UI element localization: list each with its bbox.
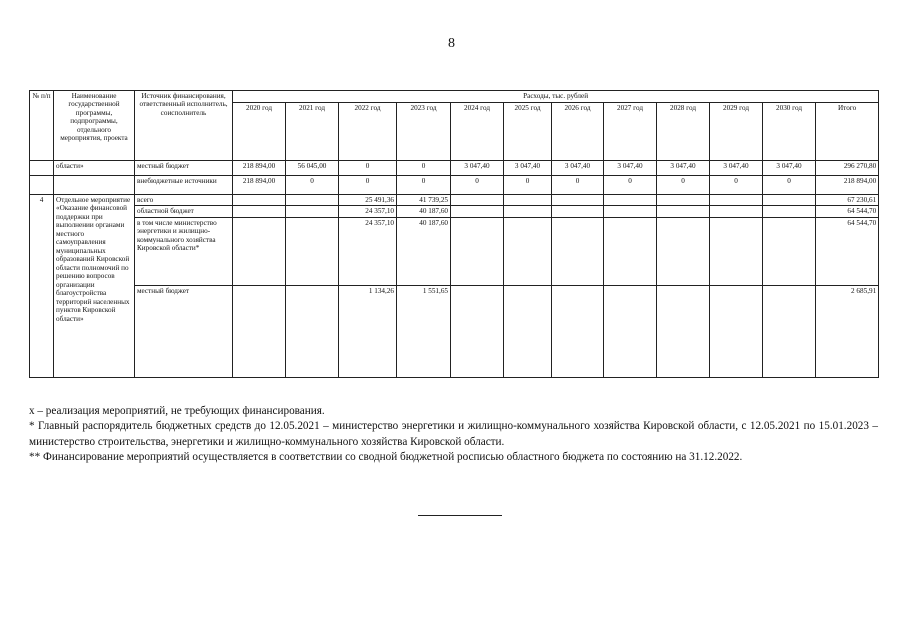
row-value [763,206,816,217]
row-total: 67 230,61 [816,195,879,206]
header-year: 2025 год [504,103,552,161]
row-source: областной бюджет [135,206,233,217]
row-value: 3 047,40 [763,161,816,176]
row-total: 64 544,70 [816,206,879,217]
row-value [504,285,552,377]
row-value: 0 [710,176,763,195]
row-total: 2 685,91 [816,285,879,377]
row-source: местный бюджет [135,161,233,176]
row-value: 3 047,40 [451,161,504,176]
footnote-double-star: ** Финансирование мероприятий осуществляется в соответствии со сводной бюджетной росписью областного бюджета по состоянию на 31.12.2022. [29,451,743,464]
row-value [763,285,816,377]
footnotes [29,404,878,466]
row-value [552,285,604,377]
row-value [286,206,339,217]
row-value: 41 739,25 [397,195,451,206]
row-value: 1 551,65 [397,285,451,377]
row-value: 1 134,26 [339,285,397,377]
row-value: 24 357,10 [339,217,397,285]
table-row [30,195,879,206]
row-value [710,206,763,217]
row-value: 24 357,10 [339,206,397,217]
row-value [233,206,286,217]
row-value: 0 [451,176,504,195]
table-row [30,161,879,176]
row-value [710,285,763,377]
row-value: 0 [763,176,816,195]
row-total: 218 894,00 [816,176,879,195]
row-value: 0 [286,176,339,195]
row-value: 40 187,60 [397,217,451,285]
row-value [451,195,504,206]
row-value [451,217,504,285]
row-value: 0 [339,176,397,195]
table-row [30,206,879,217]
row-num [30,176,54,195]
row-value [552,217,604,285]
row-value [286,285,339,377]
table-row [30,217,879,285]
row-source: местный бюджет [135,285,233,377]
row-value [710,217,763,285]
row-value [604,285,657,377]
row-name [54,176,135,195]
row-value: 218 894,00 [233,176,286,195]
row-value: 218 894,00 [233,161,286,176]
row-value [657,195,710,206]
header-year: 2020 год [233,103,286,161]
footnote-star: * Главный распорядитель бюджетных средств до 12.05.2021 – министерство энергетики и жилищно-коммунального хозяйства Кировской области, с 12.05.2021 по 15.01.2023 – министерство строительства, энергетики и жилищно-коммунального хозяйства Кировской области. [29,420,878,448]
row-value [552,206,604,217]
row-total: 296 270,80 [816,161,879,176]
table-row [30,285,879,377]
row-value [504,217,552,285]
row-source: внебюджетные источники [135,176,233,195]
row-name: области» [54,161,135,176]
row-value [763,195,816,206]
page-number: 8 [448,36,455,51]
row-value [233,217,286,285]
row-total: 64 544,70 [816,217,879,285]
row-value [286,195,339,206]
row-value [604,195,657,206]
row-value: 0 [339,161,397,176]
header-year: 2027 год [604,103,657,161]
row-value: 0 [604,176,657,195]
header-source: Источник финансирования, ответственный исполнитель, соисполнитель [135,91,233,161]
header-year: 2026 год [552,103,604,161]
row-value [710,195,763,206]
header-year: 2030 год [763,103,816,161]
header-year: 2023 год [397,103,451,161]
row-value: 25 491,36 [339,195,397,206]
header-name: Наименование государственной программы, подпрограммы, отдельного мероприятия, проекта [54,91,135,161]
budget-table [29,90,879,378]
table-row [30,176,879,195]
row-source: в том числе министерство энергетики и жилищно-коммунального хозяйства Кировской области* [135,217,233,285]
row-value: 3 047,40 [604,161,657,176]
row-value: 40 187,60 [397,206,451,217]
row-value: 0 [504,176,552,195]
header-total: Итого [816,103,879,161]
header-year: 2028 год [657,103,710,161]
row-value: 3 047,40 [504,161,552,176]
row-value [233,285,286,377]
row-value: 56 045,00 [286,161,339,176]
end-divider [418,515,502,516]
row-value [657,206,710,217]
row-value [451,206,504,217]
row-value [657,217,710,285]
header-year: 2029 год [710,103,763,161]
row-value [604,206,657,217]
row-value [657,285,710,377]
row-value [233,195,286,206]
row-value [451,285,504,377]
row-value: 0 [552,176,604,195]
row-value: 3 047,40 [552,161,604,176]
row-value: 3 047,40 [657,161,710,176]
header-expenses: Расходы, тыс. рублей [233,91,879,103]
header-year: 2024 год [451,103,504,161]
row-value [286,217,339,285]
row-value [552,195,604,206]
row-source: всего [135,195,233,206]
header-year: 2022 год [339,103,397,161]
row-value: 0 [397,161,451,176]
row-value: 0 [657,176,710,195]
row-value [504,206,552,217]
row-value [504,195,552,206]
footnote-x: х – реализация мероприятий, не требующих финансирования. [29,405,325,417]
row-value: 3 047,40 [710,161,763,176]
row-name: Отдельное мероприятие «Оказание финансовой поддержки при выполнении органами местного самоуправления муниципальных образований Кировской области полномочий по решению вопросов организации благоустройства территорий населенных пунктов Кировской области» [54,195,135,378]
row-value [763,217,816,285]
row-num [30,161,54,176]
row-value [604,217,657,285]
header-year: 2021 год [286,103,339,161]
header-num: № п/п [30,91,54,161]
row-value: 0 [397,176,451,195]
row-num: 4 [30,195,54,378]
